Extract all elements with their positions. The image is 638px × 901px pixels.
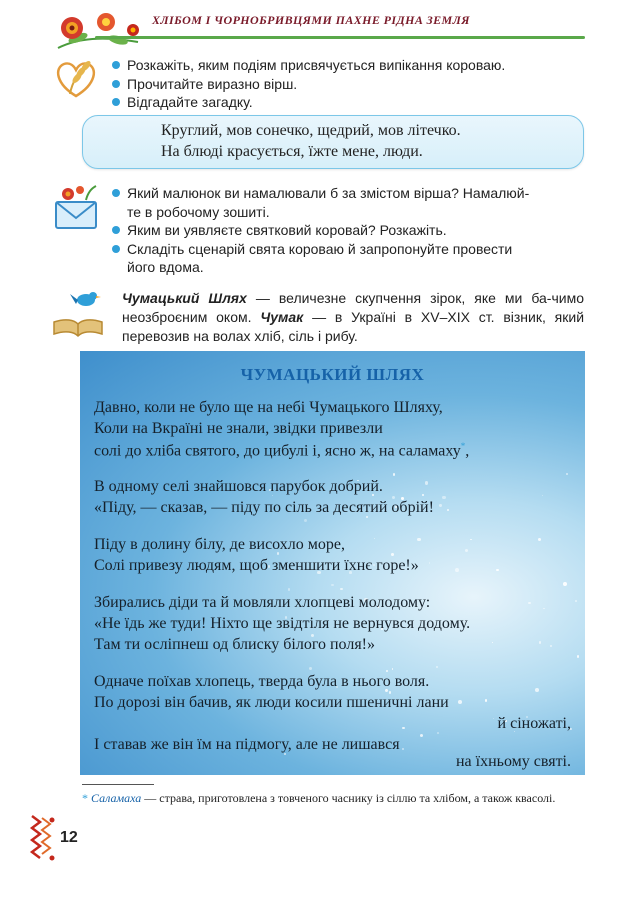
list-item xyxy=(110,221,588,240)
poem-box xyxy=(80,351,585,775)
ornament-icon xyxy=(28,812,58,864)
footnote-divider xyxy=(82,784,154,785)
page-header xyxy=(0,0,638,55)
list-item-line: Який малюнок ви намалювали б за змістом вірша? Намалюй- xyxy=(127,185,530,201)
footnote-term: Саламаха xyxy=(91,791,142,805)
book-bird-icon xyxy=(50,288,106,338)
sparkle-dot xyxy=(539,641,541,643)
term-chumak: Чумак xyxy=(260,309,304,325)
sparkle-dot xyxy=(542,495,543,496)
sparkle-dot xyxy=(543,608,545,610)
sparkle-dot xyxy=(455,568,459,572)
sparkle-dot xyxy=(535,688,539,692)
riddle-box xyxy=(82,115,584,169)
sparkle-dot xyxy=(485,699,487,701)
poem-line: «Піду, — сказав, — піду по сіль за десятий обрій! xyxy=(94,499,434,516)
sparkle-dot xyxy=(577,655,580,658)
task-list-1 xyxy=(110,56,588,112)
wheat-heart-icon xyxy=(50,56,102,100)
poem-line: І ставав же він їм на підмогу, але не лишався xyxy=(94,736,400,753)
sparkle-dot xyxy=(420,734,423,737)
riddle-line: На блюді красується, їжте мене, люди. xyxy=(161,143,423,160)
list-item-line: Яким ви уявляєте святковий коровай? Розкажіть. xyxy=(127,222,447,238)
sparkle-dot xyxy=(447,509,449,511)
chapter-title: ХЛІБОМ І ЧОРНОБРИВЦЯМИ ПАХНЕ РІДНА ЗЕМЛЯ xyxy=(152,13,470,27)
poem-line-text: солі до хліба святого, до цибулі і, ясно ж, на саламаху xyxy=(94,442,461,460)
poem-line: Солі привезу людям, щоб зменшити їхнє горе!» xyxy=(94,557,419,574)
sparkle-dot xyxy=(402,727,405,730)
sparkle-dot xyxy=(422,494,424,496)
sparkle-dot xyxy=(493,718,494,719)
sparkle-dot xyxy=(470,539,472,541)
sparkle-dot xyxy=(436,666,438,668)
envelope-flowers-icon xyxy=(50,182,102,234)
list-item-line: його вдома. xyxy=(127,259,204,275)
poem-title: ЧУМАЦЬКИЙ ШЛЯХ xyxy=(240,365,425,384)
term-chumatskyi-shliakh: Чумацький Шлях xyxy=(122,290,247,306)
list-item-line: те в робочому зошиті. xyxy=(127,203,270,220)
sparkle-dot xyxy=(575,600,577,602)
sparkle-dot xyxy=(402,748,403,749)
poem-line: й сіножаті, xyxy=(497,715,571,732)
poem-line: В одному селі знайшовся парубок добрий. xyxy=(94,478,383,495)
list-item: Відгадайте загадку. xyxy=(110,93,588,112)
sparkle-dot xyxy=(563,582,567,586)
poem-line: Давно, коли не було ще на небі Чумацького Шляху, xyxy=(94,399,443,416)
definition-text: — в Україні в XV–XIX ст. візник, який перевозив на волах хліб, сіль і рибу. xyxy=(122,309,585,344)
task-list-2 xyxy=(110,184,588,277)
sparkle-dot xyxy=(331,584,333,586)
sparkle-dot xyxy=(442,496,446,500)
poem-line-punct: , xyxy=(465,442,470,460)
sparkle-dot xyxy=(393,473,395,475)
sparkle-dot xyxy=(492,642,493,643)
sparkle-dot xyxy=(392,668,393,669)
sparkle-dot xyxy=(391,553,394,556)
poem-line: «Не їдь же туди! Ніхто ще звідтіля не вернувся додому. xyxy=(94,615,471,632)
poem-line: Там ти осліпнеш од блиску білого поля!» xyxy=(94,636,376,653)
sparkle-dot xyxy=(566,473,568,475)
poem-line: Одначе поїхав хлопець, тверда була в нього воля. xyxy=(94,673,430,690)
poem-line: Коли на Вкраїні не знали, звідки привезли xyxy=(94,420,383,437)
footnote-text: — страва, приготовлена з товченого часнику із сіллю та хлібом, а також квасолі. xyxy=(141,791,556,805)
sparkle-dot xyxy=(528,602,530,604)
sparkle-dot xyxy=(465,549,468,552)
poem-line: По дорозі він бачив, як люди косили пшеничні лани xyxy=(94,694,449,711)
list-item xyxy=(110,240,588,277)
list-item: Прочитайте виразно вірш. xyxy=(110,75,588,94)
sparkle-dot xyxy=(340,588,342,590)
header-divider xyxy=(95,36,585,39)
sparkle-dot xyxy=(538,538,541,541)
poem-line xyxy=(94,441,469,460)
poem-line: Збирались діди та й мовляли хлопцеві молодому: xyxy=(94,594,431,611)
list-item xyxy=(110,184,588,221)
footnote-marker: * xyxy=(460,441,466,451)
page-number: 12 xyxy=(60,829,78,846)
flowers-icon xyxy=(48,8,148,52)
sparkle-dot xyxy=(374,538,375,539)
footnote xyxy=(82,790,586,807)
sparkle-dot xyxy=(496,569,498,571)
sparkle-dot xyxy=(437,732,439,734)
sparkle-dot xyxy=(288,588,291,591)
footnote-marker: * xyxy=(82,791,88,805)
sparkle-dot xyxy=(425,481,429,485)
sparkle-dot xyxy=(309,667,312,670)
sparkle-dot xyxy=(458,700,462,704)
sparkle-dot xyxy=(304,519,307,522)
sparkle-dot xyxy=(429,562,431,564)
sparkle-dot xyxy=(417,538,420,541)
definition-paragraph xyxy=(122,289,584,346)
sparkle-dot xyxy=(439,504,441,506)
poem-line: Піду в долину білу, де висохло море, xyxy=(94,536,345,553)
list-item: Розкажіть, яким подіям присвячується випікання короваю. xyxy=(110,56,588,75)
poem-line: на їхньому святі. xyxy=(455,753,571,770)
sparkle-dot xyxy=(550,645,552,647)
sparkle-dot xyxy=(386,670,388,672)
riddle-line: Круглий, мов сонечко, щедрий, мов літечко. xyxy=(161,122,461,139)
list-item-line: Складіть сценарій свята короваю й запропонуйте провести xyxy=(127,240,513,257)
definition-text: — величезне скупчення зірок, яке ми ба-чимо неозброєним оком. xyxy=(122,290,584,325)
